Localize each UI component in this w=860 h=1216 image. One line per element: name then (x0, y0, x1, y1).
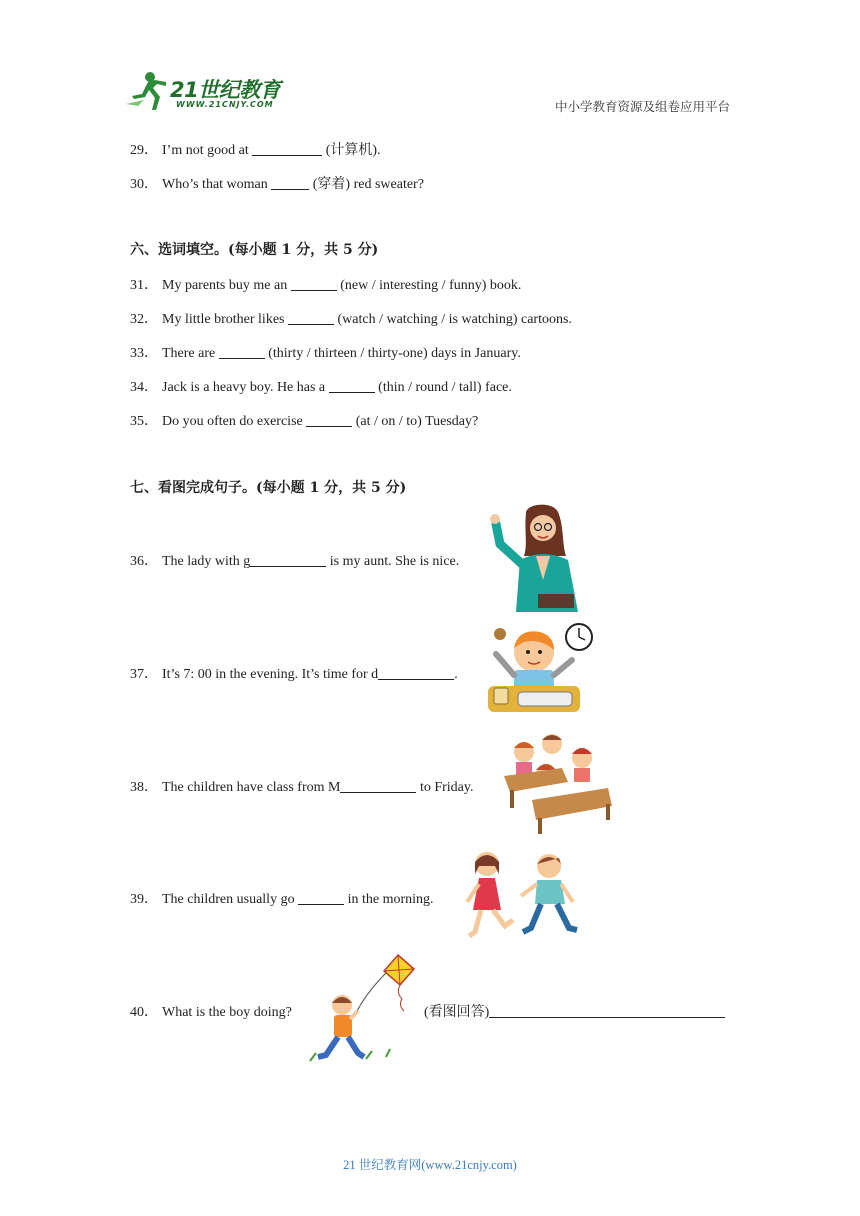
section-7-title: 七、看图完成句子。(每小题 1 分，共 5 分) (130, 480, 407, 496)
logo-url: WWW.21CNJY.COM (176, 100, 274, 109)
question-40-answer: (看图回答) (424, 1001, 725, 1021)
answer-blank[interactable] (329, 378, 375, 393)
running-children-picture (465, 848, 583, 942)
answer-blank[interactable] (291, 276, 337, 291)
answer-blank[interactable] (298, 890, 344, 905)
answer-blank[interactable] (288, 310, 334, 325)
answer-blank[interactable] (489, 1003, 725, 1018)
kite-boy-picture (306, 953, 418, 1065)
answer-blank[interactable] (378, 665, 454, 680)
question-31: 31． My parents buy me an (new / interesting / funny) book. (130, 278, 522, 293)
lady-picture (486, 500, 582, 612)
runner-logo-icon (124, 70, 170, 114)
logo-text: 21世纪教育 (170, 78, 281, 102)
answer-blank[interactable] (271, 175, 309, 190)
question-34: 34． Jack is a heavy boy. He has a (thin / round / tall) face. (130, 380, 512, 395)
question-33: 33． There are (thirty / thirteen / thirty-one) days in January. (130, 346, 521, 361)
question-39: 39． The children usually go in the morning. (130, 892, 434, 907)
question-38: 38． The children have class from M to Friday. (130, 780, 474, 795)
question-37: 37． It’s 7: 00 in the evening. It’s time for d . (130, 667, 458, 682)
site-logo (124, 70, 294, 114)
question-29: 29． I’m not good at (计算机). (130, 143, 381, 158)
question-32: 32． My little brother likes (watch / watching / is watching) cartoons. (130, 312, 572, 327)
platform-name: 中小学教育资源及组卷应用平台 (554, 99, 730, 114)
dinner-picture (484, 620, 596, 718)
question-35: 35． Do you often do exercise (at / on / to) Tuesday? (130, 414, 479, 429)
answer-blank[interactable] (306, 412, 352, 427)
question-40: 40． What is the boy doing? (130, 1005, 292, 1020)
answer-blank[interactable] (340, 778, 416, 793)
answer-blank[interactable] (219, 344, 265, 359)
question-36: 36． The lady with g is my aunt. She is nice. (130, 554, 460, 569)
answer-blank[interactable] (252, 141, 322, 156)
classroom-picture (502, 730, 614, 836)
question-30: 30． Who’s that woman (穿着) red sweater? (130, 177, 424, 192)
footer-source: 21 世纪教育网(www.21cnjy.com) (343, 1158, 517, 1172)
section-6-title: 六、选词填空。(每小题 1 分，共 5 分) (130, 242, 379, 258)
answer-blank[interactable] (250, 552, 326, 567)
